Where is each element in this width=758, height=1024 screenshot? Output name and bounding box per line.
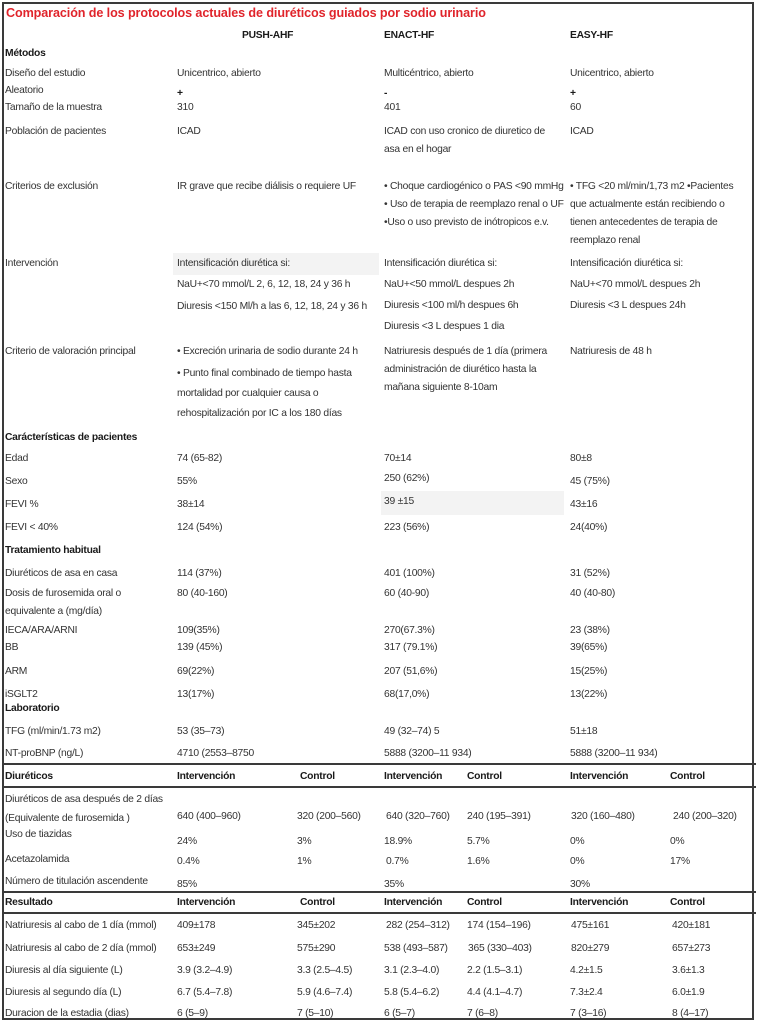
cell-value: 820±279 (571, 943, 610, 954)
cell-value: 282 (254–312) (386, 920, 450, 931)
cell-value: 240 (200–320) (673, 811, 737, 822)
row-label: TFG (ml/min/1.73 m2) (5, 726, 101, 737)
column-header-push-ahf: PUSH-AHF (242, 30, 294, 41)
cell-value: - (384, 88, 388, 99)
row-label: Dosis de furosemida oral o equivalente a (mg/día) (5, 588, 121, 617)
row-label: Diseño del estudio (5, 68, 86, 79)
subheader-intervencion: Intervención (177, 897, 236, 908)
divider (2, 891, 756, 893)
row-label: Acetazolamida (5, 854, 70, 865)
row-label: Natriuresis al cabo de 2 día (mmol) (5, 943, 157, 954)
cell-value: + (177, 88, 183, 99)
cell-value: 7 (3–16) (570, 1008, 607, 1019)
cell-value: • TFG <20 ml/min/1,73 m2 •Pacientes que actualmente están recibiendo o tienen antecedentes de terapia de reemplazo renal (570, 181, 734, 246)
subheader-control: Control (467, 771, 502, 782)
cell-value: 317 (79.1%) (384, 642, 438, 653)
cell-value: 85% (177, 879, 197, 890)
row-label: Diuréticos de asa después de 2 días (Equivalente de furosemida ) (5, 794, 163, 824)
row-label: Uso de tiazidas (5, 829, 72, 840)
cell-value: 68(17,0%) (384, 689, 430, 700)
cell-value: Intensificación diurética si: (384, 258, 497, 269)
cell-value: 0.4% (177, 856, 200, 867)
cell-value: NaU+<70 mmol/L 2, 6, 12, 18, 24 y 36 h (177, 279, 351, 290)
cell-value: • Choque cardiogénico o PAS <90 mmHg • Uso de terapia de reemplazo renal o UF •Uso o uso previsto de inótropicos e.v. (384, 181, 564, 228)
cell-value: 223 (56%) (384, 522, 430, 533)
cell-value: 74 (65-82) (177, 453, 223, 464)
cell-value: 320 (200–560) (297, 811, 361, 822)
subheader-intervencion: Intervención (570, 771, 629, 782)
row-label: FEVI < 40% (5, 522, 58, 533)
cell-value: Natriuresis de 48 h (570, 346, 652, 357)
row-label: Aleatorio (5, 85, 44, 96)
cell-value: 24(40%) (570, 522, 608, 533)
cell-value: IR grave que recibe diálisis o requiere UF (177, 181, 356, 192)
divider (2, 786, 756, 788)
table-frame (2, 2, 754, 1020)
row-label: Intervención (5, 258, 59, 269)
cell-value: 23 (38%) (570, 625, 610, 636)
cell-value: Unicentrico, abierto (177, 68, 261, 79)
cell-value: ICAD (570, 126, 594, 137)
cell-value: 5.7% (467, 836, 490, 847)
cell-value: 310 (177, 102, 194, 113)
subheader-control: Control (670, 771, 705, 782)
row-label: Natriuresis al cabo de 1 día (mmol) (5, 920, 157, 931)
cell-value: 4.4 (4.1–4.7) (467, 987, 523, 998)
row-label: IECA/ARA/ARNI (5, 625, 78, 636)
cell-value: 240 (195–391) (467, 811, 531, 822)
cell-value: 5.9 (4.6–7.4) (297, 987, 353, 998)
cell-value: 320 (160–480) (571, 811, 635, 822)
cell-value: 40 (40-80) (570, 588, 616, 599)
subheader-intervencion: Intervención (384, 771, 443, 782)
cell-value: 80 (40-160) (177, 588, 228, 599)
cell-value: 15(25%) (570, 666, 608, 677)
cell-value: 49 (32–74) 5 (384, 726, 440, 737)
row-label: Diuréticos de asa en casa (5, 568, 118, 579)
row-label: Tamaño de la muestra (5, 102, 102, 113)
cell-value: Diuresis <3 L despues 24h (570, 300, 686, 311)
subheader-control: Control (467, 897, 502, 908)
cell-value: 55% (177, 476, 197, 487)
cell-value: 270(67.3%) (384, 625, 435, 636)
subheader-control: Control (300, 771, 335, 782)
cell-value: 6 (5–7) (384, 1008, 415, 1019)
cell-value: NaU+<50 mmol/L despues 2h (384, 279, 515, 290)
cell-value: 5888 (3200–11 934) (384, 748, 472, 759)
cell-value: 0% (570, 836, 585, 847)
cell-value: 31 (52%) (570, 568, 610, 579)
cell-value: Diuresis <150 Ml/h a las 6, 12, 18, 24 y 36 h (177, 301, 367, 312)
cell-value: 60 (570, 102, 581, 113)
cell-value: 0% (570, 856, 585, 867)
cell-value: ICAD con uso cronico de diuretico de asa en el hogar (384, 126, 545, 155)
cell-value: 139 (45%) (177, 642, 223, 653)
cell-value: 7 (5–10) (297, 1008, 334, 1019)
cell-value: 207 (51,6%) (384, 666, 438, 677)
cell-value: 0.7% (386, 856, 409, 867)
cell-value: 60 (40-90) (384, 588, 430, 599)
cell-value: 6 (5–9) (177, 1008, 208, 1019)
cell-value: 3% (297, 836, 312, 847)
cell-value: 5.8 (5.4–6.2) (384, 987, 440, 998)
cell-value: 657±273 (672, 943, 711, 954)
cell-value: 640 (400–960) (177, 811, 241, 822)
cell-value: • Punto final combinado de tiempo hasta mortalidad por cualquier causa o rehospitalización por IC a los 180 días (177, 368, 352, 419)
subheader-control: Control (670, 897, 705, 908)
cell-value: 45 (75%) (570, 476, 610, 487)
row-label: BB (5, 642, 19, 653)
cell-value: 30% (570, 879, 590, 890)
column-header-enact-hf: ENACT-HF (384, 30, 435, 41)
cell-value: 51±18 (570, 726, 598, 737)
cell-value: 3.9 (3.2–4.9) (177, 965, 233, 976)
cell-value: 575±290 (297, 943, 336, 954)
cell-value: • Excreción urinaria de sodio durante 24 h (177, 346, 358, 357)
cell-value: 5888 (3200–11 934) (570, 748, 658, 759)
cell-value: 475±161 (571, 920, 610, 931)
cell-value: Unicentrico, abierto (570, 68, 654, 79)
section-heading-resultado: Resultado (5, 897, 53, 908)
cell-value: Intensificación diurética si: (177, 258, 290, 269)
cell-value: 1% (297, 856, 312, 867)
cell-value: NaU+<70 mmol/L despues 2h (570, 279, 701, 290)
cell-value: 345±202 (297, 920, 336, 931)
cell-value: 6.7 (5.4–7.8) (177, 987, 233, 998)
cell-value: 24% (177, 836, 197, 847)
cell-value: 13(17%) (177, 689, 215, 700)
section-heading-diureticos: Diuréticos (5, 771, 53, 782)
cell-value: 13(22%) (570, 689, 608, 700)
cell-value: 114 (37%) (177, 568, 222, 579)
cell-value: 401 (384, 102, 401, 113)
row-label: ARM (5, 666, 28, 677)
cell-value: 109(35%) (177, 625, 220, 636)
cell-value: 1.6% (467, 856, 490, 867)
cell-value: 0% (670, 836, 685, 847)
cell-value: 3.3 (2.5–4.5) (297, 965, 353, 976)
cell-value: 7.3±2.4 (570, 987, 603, 998)
cell-value: 4710 (2553–8750 (177, 748, 254, 759)
cell-value: 53 (35–73) (177, 726, 225, 737)
cell-value: 124 (54%) (177, 522, 223, 533)
column-header-easy-hf: EASY-HF (570, 30, 613, 41)
cell-value: 6.0±1.9 (672, 987, 705, 998)
divider (2, 763, 756, 765)
table-title: Comparación de los protocolos actuales de diuréticos guiados por sodio urinario (6, 6, 486, 20)
row-label: Diuresis al segundo día (L) (5, 987, 122, 998)
section-heading-laboratorio: Laboratorio (5, 703, 60, 714)
row-label: Población de pacientes (5, 126, 106, 137)
cell-value: 70±14 (384, 453, 412, 464)
row-label: Duracion de la estadia (dias) (5, 1008, 129, 1019)
cell-value: 538 (493–587) (384, 943, 448, 954)
cell-value: 365 (330–403) (468, 943, 532, 954)
cell-value: 653±249 (177, 943, 216, 954)
subheader-intervencion: Intervención (384, 897, 443, 908)
cell-value: 80±8 (570, 453, 592, 464)
cell-value: 17% (670, 856, 690, 867)
cell-value: 401 (100%) (384, 568, 435, 579)
row-label: NT-proBNP (ng/L) (5, 748, 84, 759)
cell-value: + (570, 88, 576, 99)
row-label: Diuresis al día siguiente (L) (5, 965, 123, 976)
cell-value: 2.2 (1.5–3.1) (467, 965, 523, 976)
cell-value: 640 (320–760) (386, 811, 450, 822)
cell-value: 3.1 (2.3–4.0) (384, 965, 440, 976)
subheader-control: Control (300, 897, 335, 908)
cell-value: 3.6±1.3 (672, 965, 705, 976)
cell-value: 18.9% (384, 836, 412, 847)
row-label: Edad (5, 453, 29, 464)
cell-value: 250 (62%) (384, 473, 430, 484)
cell-value: Natriuresis después de 1 día (primera administración de diurético hasta la mañana siguiente 8-10am (384, 346, 548, 393)
cell-value: 39(65%) (570, 642, 608, 653)
cell-value: 7 (6–8) (467, 1008, 498, 1019)
cell-value: 409±178 (177, 920, 216, 931)
section-heading-tratamiento: Tratamiento habitual (5, 545, 101, 556)
cell-value: ICAD (177, 126, 201, 137)
divider (2, 912, 756, 914)
row-label: FEVI % (5, 499, 39, 510)
cell-value: 4.2±1.5 (570, 965, 603, 976)
row-label: Criterios de exclusión (5, 181, 98, 192)
cell-value: Multicéntrico, abierto (384, 68, 474, 79)
row-label: Número de titulación ascendente (5, 876, 148, 887)
subheader-intervencion: Intervención (570, 897, 629, 908)
cell-value: 38±14 (177, 499, 205, 510)
section-heading-caracteristicas: Carácterísticas de pacientes (5, 432, 138, 443)
row-label: Criterio de valoración principal (5, 346, 136, 357)
cell-value: 39 ±15 (384, 496, 414, 507)
cell-value: 8 (4–17) (672, 1008, 709, 1019)
cell-value: Diuresis <100 ml/h despues 6h (384, 300, 519, 311)
row-label: Sexo (5, 476, 28, 487)
cell-value: Diuresis <3 L despues 1 dia (384, 321, 505, 332)
cell-value: 420±181 (672, 920, 711, 931)
section-heading-metodos: Métodos (5, 48, 46, 59)
cell-value: 43±16 (570, 499, 598, 510)
cell-value: 35% (384, 879, 404, 890)
subheader-intervencion: Intervención (177, 771, 236, 782)
row-label: iSGLT2 (5, 689, 38, 700)
cell-value: Intensificación diurética si: (570, 258, 683, 269)
cell-value: 174 (154–196) (467, 920, 531, 931)
cell-value: 69(22%) (177, 666, 215, 677)
